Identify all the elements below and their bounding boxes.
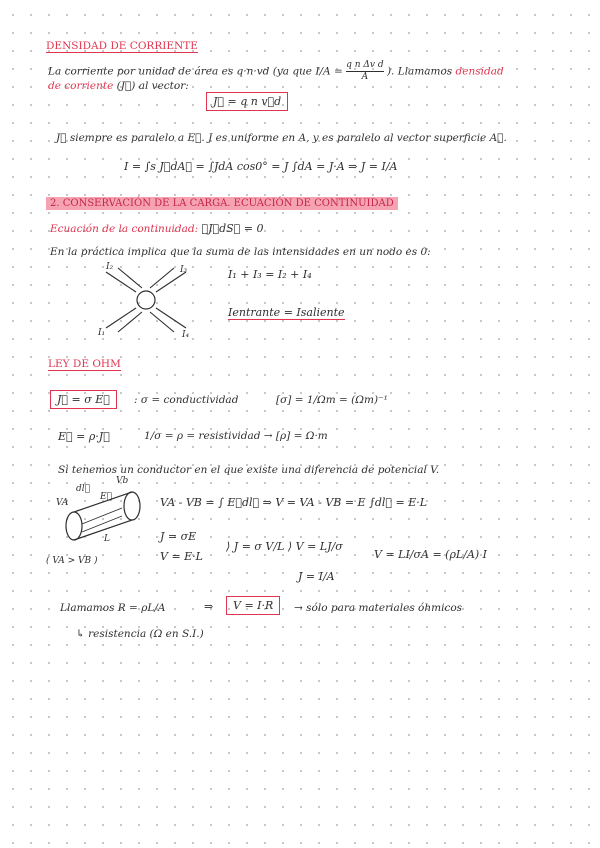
section-title-densidad: DENSIDAD DE CORRIENTE (46, 40, 198, 52)
label-va: VA (56, 498, 69, 508)
text: al vector: (138, 80, 189, 92)
system-eq-3: ⟩ J = σ V/L ⟩ V = LJ/σ (226, 540, 343, 553)
ohm-final-box: V = I·R (226, 596, 280, 615)
integral-formula: I = ∫s J⃗dA⃗ = ∫JdA cos0° = J ∫dA = J·A ⇒ J = I/A (124, 160, 398, 173)
paragraph-line: Si tenemos un conductor en el que existe una diferencia de potencial V. (58, 464, 440, 476)
term-highlight: de corriente (48, 80, 114, 92)
resistivity-desc: 1/σ = ρ = resistividad → [ρ] = Ω·m (144, 430, 328, 442)
conductivity-units: [σ] = 1/Ωm = (Ωm)⁻¹ (276, 394, 388, 406)
vector-symbol: (J⃗) (116, 80, 136, 92)
fraction (346, 60, 384, 83)
kirchhoff-equation: I₁ + I₃ = I₂ + I₄ (228, 268, 312, 281)
term-highlight: densidad (455, 65, 504, 78)
ohmic-note: → sólo para materiales óhmicos (294, 602, 463, 614)
text: ). Llamamos (386, 65, 453, 78)
label-E: E⃗ (100, 492, 112, 502)
resistance-definition: Llamamos R = ρL/A (60, 602, 166, 614)
system-eq-4: J = I/A (298, 570, 335, 583)
field-equation: E⃗ = ρ·J⃗ (58, 430, 110, 443)
node-label-i4: I₄ (182, 330, 190, 340)
label-vb: Vb (116, 476, 129, 486)
fraction-den: A (361, 72, 369, 82)
label-potential-condition: ( VA > VB ) (46, 556, 98, 566)
conductivity-desc: : σ = conductividad (134, 394, 239, 406)
node-label-i1: I₁ (98, 328, 106, 338)
continuity-equation: ∮J⃗dS⃗ = 0 (201, 222, 264, 235)
fraction-num: q n Δv d (346, 60, 384, 70)
paragraph-line (50, 222, 263, 235)
node-label-i2: I₂ (106, 262, 114, 272)
system-eq-2: V = E·L (160, 550, 203, 563)
section-title-ohm: LEY DE OHM (48, 358, 121, 370)
equation-label: Ecuación de la continuidad: (50, 223, 199, 235)
ohm-law-box: J⃗ = σ E⃗ (50, 390, 117, 409)
voltage-result: V = LI/σA = (ρL/A) I (374, 548, 488, 561)
paragraph-line: En la práctica implica que la suma de las intensidades en un nodo es 0: (50, 246, 431, 258)
node-label-i3: I₃ (180, 265, 188, 275)
paragraph-line (48, 80, 189, 92)
formula-current-density: J⃗ = q n v⃗d (206, 92, 288, 111)
resistance-units: ↳ resistencia (Ω en S.I.) (76, 628, 204, 640)
potential-difference-eq: VA - VB = ∫ E⃗dl⃗ ⇒ V = VA - VB = E ∫dl⃗ = E·L (160, 496, 428, 509)
paragraph-line: J⃗ siempre es paralelo a E⃗. J es uniforme en A, y es paralelo al vector superficie A⃗. (56, 132, 507, 144)
section-title-conservacion: 2. CONSERVACIÓN DE LA CARGA. ECUACIÓN DE CONTINUIDAD (46, 197, 398, 210)
text: La corriente por unidad de área es q·n·vd (ya que I/A = (48, 65, 343, 78)
system-eq-1: J = σE (160, 530, 197, 543)
implies-arrow: ⇒ (204, 600, 214, 613)
current-rule: Ientrante = Isaliente (228, 306, 345, 319)
label-L: L (104, 534, 110, 544)
label-dl: dl⃗ (76, 484, 91, 494)
